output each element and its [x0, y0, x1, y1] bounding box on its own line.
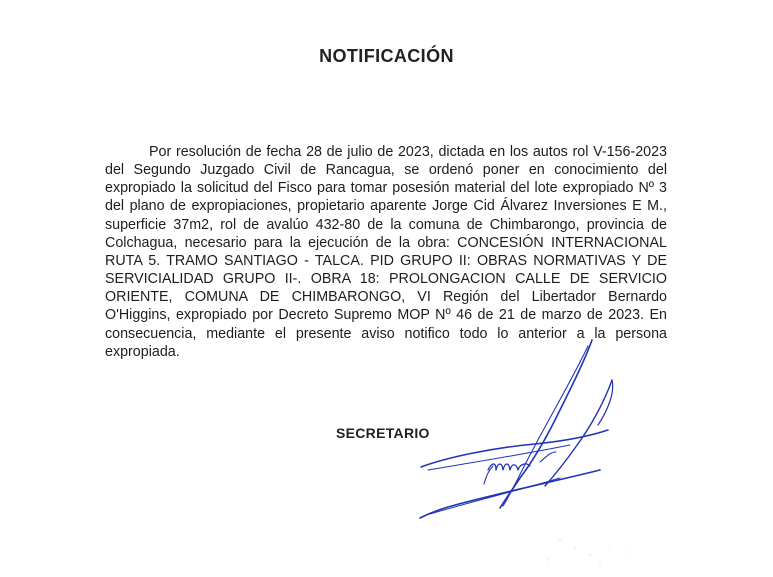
page-title: NOTIFICACIÓN	[319, 46, 454, 66]
notice-body: Por resolución de fecha 28 de julio de 2023, dictada en los autos rol V-156-2023 del Segundo Juzgado Civil de Rancagua, se ordenó poner en conocimiento del expropiado la solicitud del Fisco para tomar posesión material del lote expropiado Nº 3 del plano de expropiaciones, propietario aparente Jorge Cid Álvarez Inversiones E M., superficie 37m2, rol de avalúo 432-80 de la comuna de Chimbarongo, provincia de Colchagua, necesario para la ejecución de la obra: CONCESIÓN INTERNACIONAL RUTA 5. TRAMO SANTIAGO - TALCA. PID GRUPO II: OBRAS NORMATIVAS Y DE SERVICIALIDAD GRUPO II-. OBRA 18: PROLONGACION CALLE DE SERVICIO ORIENTE, COMUNA DE CHIMBARONGO, VI Región del Libertador Bernardo O'Higgins, expropiado por Decreto Supremo MOP Nº 46 de 21 de marzo de 2023. En consecuencia, mediante el presente aviso notifico todo lo anterior a la persona expropiada.	[105, 144, 667, 360]
signer-title: SECRETARIO	[336, 425, 430, 441]
